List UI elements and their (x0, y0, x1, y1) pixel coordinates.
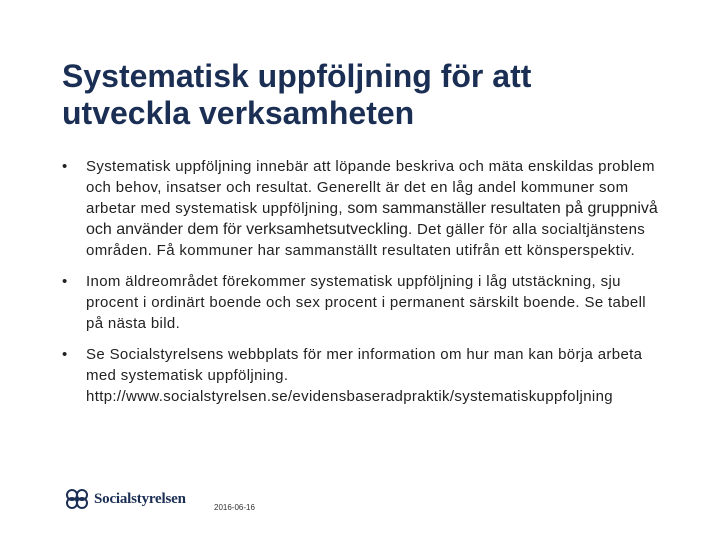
bullet-item (62, 271, 662, 334)
title-line-1: Systematisk uppföljning för att (62, 58, 532, 94)
bullet-marker: • (62, 158, 68, 175)
bullet-emphasis: som sammanställer resultaten på gruppnivå och använder dem för verksamhetsutveckling (86, 200, 658, 238)
bullet-item (62, 344, 662, 407)
bullet-text-tail: . Det gäller för alla socialtjänstens områden. Få kommuner har sammanställt resultaten utifrån ett könsperspektiv. (86, 221, 646, 259)
logo-wordmark: Socialstyrelsen (94, 490, 186, 507)
socialstyrelsen-logo (64, 488, 186, 510)
bullet-text: Systematisk uppföljning innebär att löpande beskriva och mäta enskildas problem och behov, insatser och resultat. Generellt är det en låg andel kommuner som arbetar med systematisk uppföljning, (86, 158, 655, 217)
bullet-text: Inom äldreområdet förekommer systematisk uppföljning i låg utstäckning, sju procent i ordinärt boende och sex procent i permanent särskilt boende. Se tabell på nästa bild. (86, 273, 646, 332)
logo-emblem-icon (64, 488, 90, 510)
title-line-2: utveckla verksamheten (62, 95, 415, 131)
bullet-item (62, 156, 662, 261)
bullet-marker: • (62, 346, 68, 363)
bullet-list (62, 156, 662, 417)
slide-title (62, 58, 662, 132)
bullet-marker: • (62, 273, 68, 290)
slide-date: 2016-06-16 (214, 503, 255, 512)
bullet-text: Se Socialstyrelsens webbplats för mer information om hur man kan börja arbeta med systematisk uppföljning. http://www.socialstyrelsen.se/evidensbaseradpraktik/systematiskuppfoljning (86, 346, 643, 405)
